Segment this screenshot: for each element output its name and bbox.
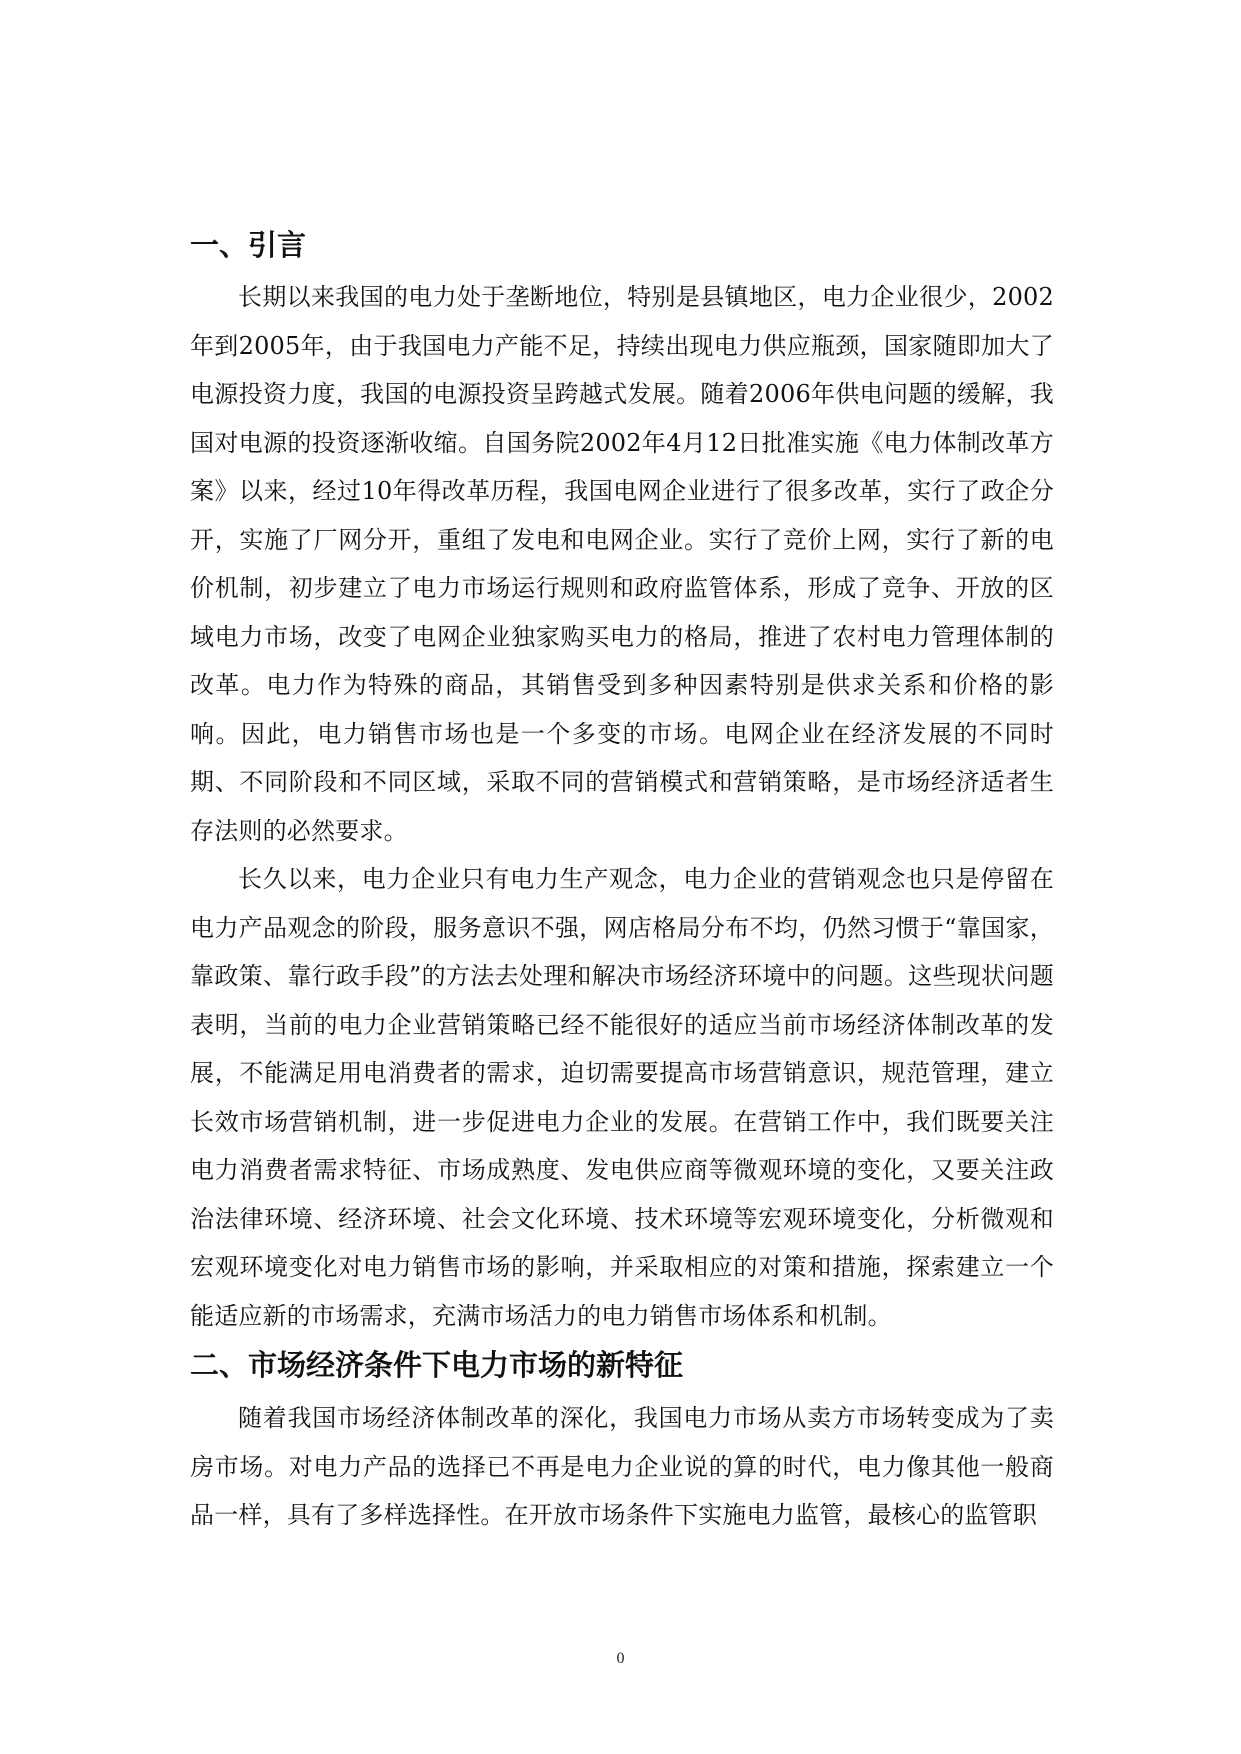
section-heading-market-features: 二、市场经济条件下电力市场的新特征 [190, 1348, 684, 1382]
section-heading-introduction: 一、引言 [190, 228, 307, 262]
page-number: 0 [616, 1650, 625, 1667]
paragraph-intro-2: 长久以来，电力企业只有电力生产观念，电力企业的营销观念也只是停留在电力产品观念的阶段，服务意识不强，网店格局分布不均，仍然习惯于“靠国家，靠政策、靠行政手段”的方法去处理和解决市场经济环境中的问题。这些现状问题表明，当前的电力企业营销策略已经不能很好的适应当前市场经济体制改革的发展，不能满足用电消费者的需求，迫切需要提高市场营销意识，规范管理，建立长效市场营销机制，进一步促进电力企业的发展。在营销工作中，我们既要关注电力消费者需求特征、市场成熟度、发电供应商等微观环境的变化，又要关注政治法律环境、经济环境、社会文化环境、技术环境等宏观环境变化，分析微观和宏观环境变化对电力销售市场的影响，并采取相应的对策和措施，探索建立一个能适应新的市场需求，充满市场活力的电力销售市场体系和机制。 [190, 865, 1054, 1330]
paragraph-market-1: 随着我国市场经济体制改革的深化，我国电力市场从卖方市场转变成为了卖房市场。对电力产品的选择已不再是电力企业说的算的时代，电力像其他一般商品一样，具有了多样选择性。在开放市场条件下实施电力监管，最核心的监管职 [190, 1404, 1054, 1529]
document-page [190, 222, 1054, 1540]
paragraph-intro-1: 长期以来我国的电力处于垄断地位，特别是县镇地区，电力企业很少，2002年到2005年，由于我国电力产能不足，持续出现电力供应瓶颈，国家随即加大了电源投资力度，我国的电源投资呈跨越式发展。随着2006年供电问题的缓解，我国对电源的投资逐渐收缩。自国务院2002年4月12日批准实施《电力体制改革方案》以来，经过10年得改革历程，我国电网企业进行了很多改革，实行了政企分开，实施了厂网分开，重组了发电和电网企业。实行了竞价上网，实行了新的电价机制，初步建立了电力市场运行规则和政府监管体系，形成了竞争、开放的区域电力市场，改变了电网企业独家购买电力的格局，推进了农村电力管理体制的改革。电力作为特殊的商品，其销售受到多种因素特别是供求关系和价格的影响。因此，电力销售市场也是一个多变的市场。电网企业在经济发展的不同时期、不同阶段和不同区域，采取不同的营销模式和营销策略，是市场经济适者生存法则的必然要求。 [190, 283, 1054, 845]
